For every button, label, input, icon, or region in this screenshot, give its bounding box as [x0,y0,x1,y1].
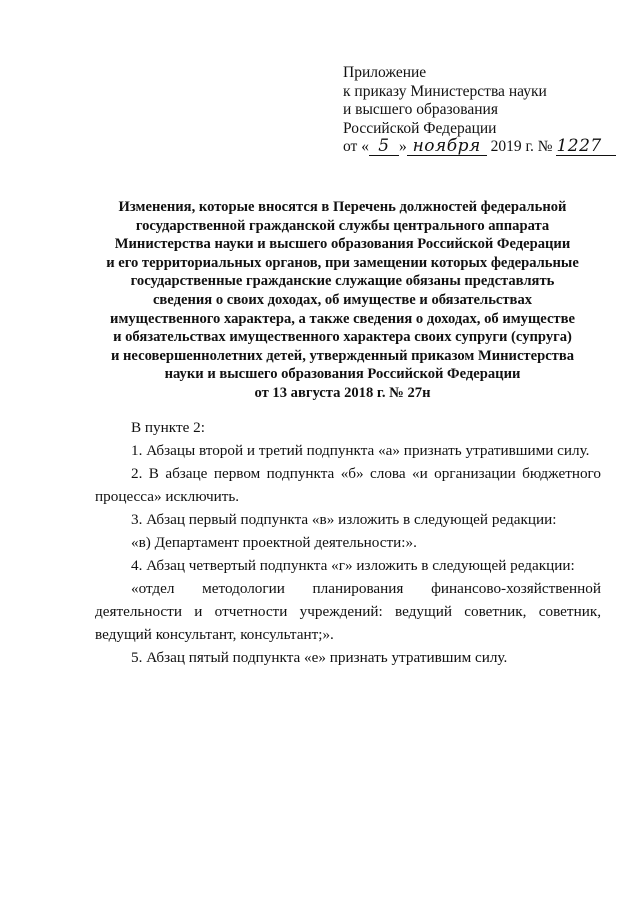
document-title [90,198,595,403]
title-line: науки и высшего образования Российской Федерации [164,366,521,383]
appendix-line: и высшего образования [343,101,498,118]
appendix-line: Приложение [343,64,427,81]
title-line: Министерства науки и высшего образования Российской Федерации [114,236,571,253]
appendix-block [343,64,623,158]
title-line: сведения о своих доходах, об имуществе и обязательствах [152,291,533,308]
appendix-line: Российской Федерации [343,119,497,137]
order-number: 1227 [556,138,616,156]
date-day: 5 [369,138,399,156]
item-3-paragraph: 3. Абзац первый подпункта «в» изложить в следующей редакции: [131,511,557,528]
title-line: имущественного характера, а также сведения о доходах, об имуществе [110,310,575,327]
date-prefix: от « [343,138,369,155]
item-2-paragraph: 2. В абзаце первом подпункта «б» слова «и организации бюджетного процесса» исключить. [95,465,601,505]
date-mid: » [398,138,407,155]
item-3-quote: «в) Департамент проектной деятельности:». [131,534,417,551]
item-4-quote: «отдел методологии планирования финансово-хозяйственной деятельности и отчетности учреждений: ведущий советник, советник, ведущий консультант, консультант;». [95,580,601,643]
title-line: государственные гражданские служащие обязаны представлять [130,273,555,290]
date-year: 2019 г. № [490,138,553,155]
date-month: ноября [407,138,487,156]
title-line: от 13 августа 2018 г. № 27н [254,384,431,401]
item-1-paragraph: 1. Абзацы второй и третий подпункта «а» признать утратившими силу. [131,442,590,459]
intro-paragraph: В пункте 2: [131,419,205,436]
item-4-paragraph: 4. Абзац четвертый подпункта «г» изложить в следующей редакции: [131,557,575,574]
title-line: государственной гражданской службы центрального аппарата [135,217,550,234]
title-line: и обязательствах имущественного характера своих супруги (супруга) [113,329,572,346]
item-5-paragraph: 5. Абзац пятый подпункта «е» признать утратившим силу. [131,649,508,666]
document-body [95,416,601,669]
appendix-line: к приказу Министерства науки [343,82,547,100]
title-line: Изменения, которые вносятся в Перечень должностей федеральной [118,199,567,215]
title-line: и несовершеннолетних детей, утвержденный приказом Министерства [110,347,575,364]
order-date-line [343,138,623,158]
title-line: и его территориальных органов, при замещении которых федеральные [106,254,579,271]
